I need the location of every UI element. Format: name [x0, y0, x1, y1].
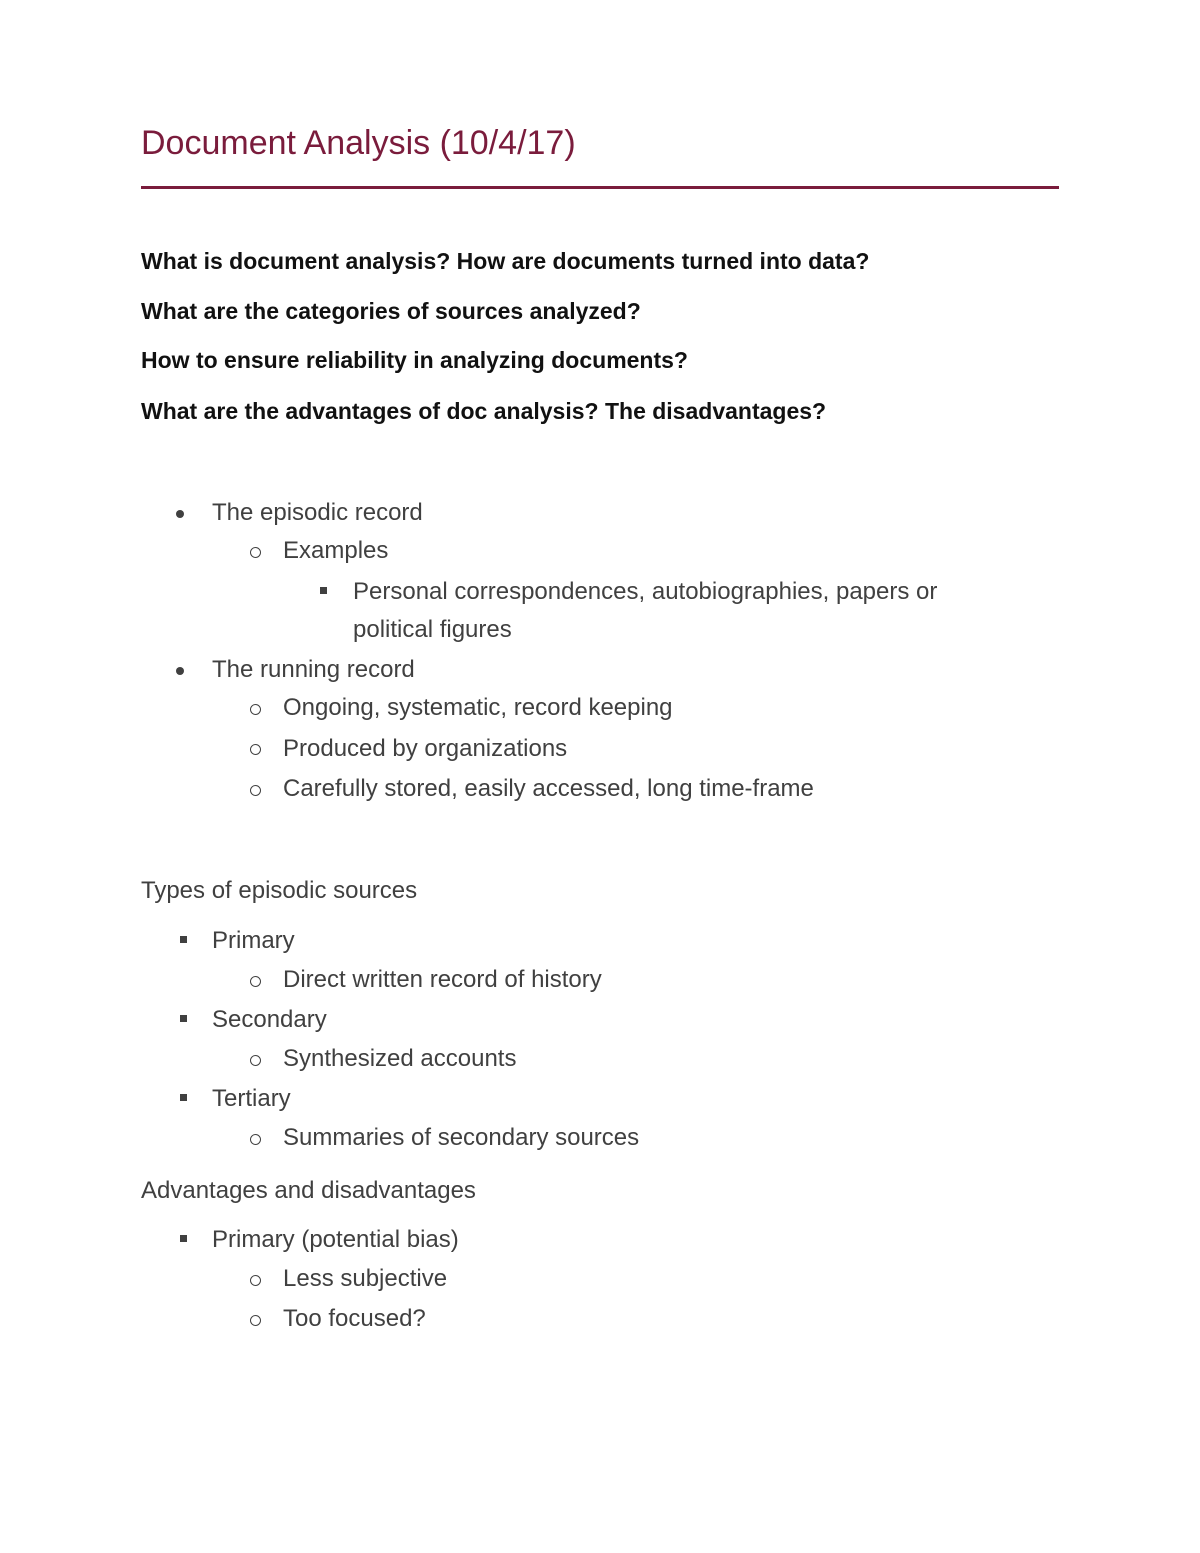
bullet-circle-icon — [250, 1275, 261, 1286]
bullet-dot-icon — [176, 510, 184, 518]
bullet-square-icon — [180, 936, 187, 943]
bullet-circle-icon — [250, 1134, 261, 1145]
bullet-square-icon — [180, 1015, 187, 1022]
list-item-example-line-2: political figures — [353, 616, 512, 643]
list-item-running-record: The running record — [212, 656, 415, 683]
list-item-tertiary-detail: Summaries of secondary sources — [283, 1124, 640, 1151]
question-3: How to ensure reliability in analyzing documents? — [141, 347, 688, 373]
bullet-square-icon — [180, 1235, 187, 1242]
list-item-less-subjective: Less subjective — [283, 1265, 448, 1292]
bullet-circle-icon — [250, 785, 261, 796]
section-heading-types: Types of episodic sources — [141, 877, 418, 904]
page-title: Document Analysis (10/4/17) — [141, 124, 576, 162]
bullet-circle-icon — [250, 1315, 261, 1326]
list-item-running-3: Carefully stored, easily accessed, long time-frame — [283, 775, 814, 802]
list-item-examples: Examples — [283, 537, 389, 564]
list-item-secondary: Secondary — [212, 1006, 327, 1033]
question-2: What are the categories of sources analyzed? — [141, 298, 641, 324]
list-item-running-2: Produced by organizations — [283, 735, 568, 762]
bullet-dot-icon — [176, 667, 184, 675]
list-item-primary-bias: Primary (potential bias) — [212, 1226, 459, 1253]
title-underline — [141, 186, 1059, 189]
list-item-episodic-record: The episodic record — [212, 499, 423, 526]
list-item-example-line-1: Personal correspondences, autobiographies, papers or — [353, 578, 938, 605]
section-heading-advantages: Advantages and disadvantages — [141, 1177, 476, 1204]
list-item-secondary-detail: Synthesized accounts — [283, 1045, 517, 1072]
question-4: What are the advantages of doc analysis? The disadvantages? — [141, 398, 827, 424]
bullet-circle-icon — [250, 976, 261, 987]
list-item-running-1: Ongoing, systematic, record keeping — [283, 694, 673, 721]
bullet-circle-icon — [250, 744, 261, 755]
bullet-circle-icon — [250, 1055, 261, 1066]
bullet-square-icon — [320, 587, 327, 594]
bullet-square-icon — [180, 1094, 187, 1101]
list-item-tertiary: Tertiary — [212, 1085, 291, 1112]
bullet-circle-icon — [250, 704, 261, 715]
question-1: What is document analysis? How are documents turned into data? — [141, 248, 870, 274]
bullet-circle-icon — [250, 547, 261, 558]
list-item-primary: Primary — [212, 927, 295, 954]
list-item-primary-detail: Direct written record of history — [283, 966, 602, 993]
list-item-too-focused: Too focused? — [283, 1305, 426, 1332]
